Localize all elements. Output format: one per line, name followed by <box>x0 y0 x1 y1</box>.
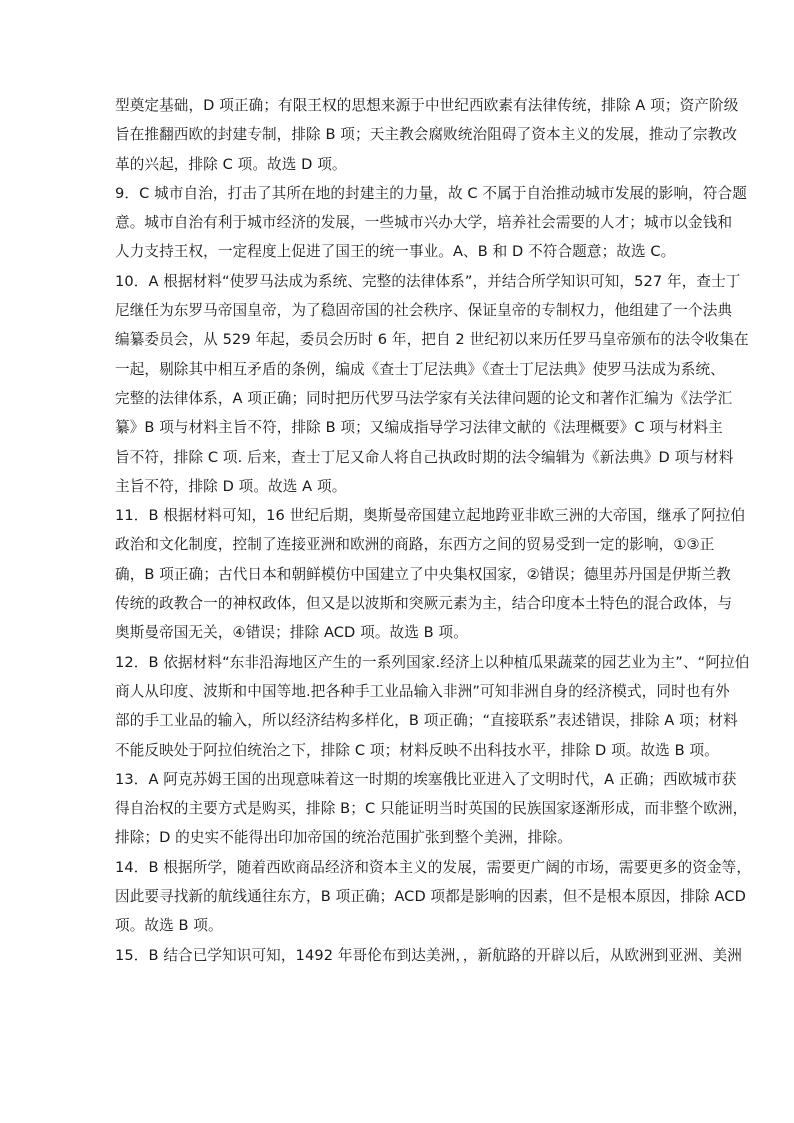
text-line: 意。城市自治有利于城市经济的发展，一些城市兴办大学，培养社会需要的人才；城市以金钱和 <box>115 214 733 232</box>
text-line: 14．B 根据所学，随着西欧商品经济和资本主义的发展，需要更广阔的市场，需要更多的资金等， <box>115 858 752 876</box>
text-line: 一起，剔除其中相互矛盾的条例，编成《查士丁尼法典》《查士丁尼法典》使罗马法成为系统、 <box>115 360 725 378</box>
text-line: 政治和文化制度，控制了连接亚洲和欧洲的商路，东西方之间的贸易受到一定的影响，①③正 <box>115 536 715 554</box>
text-line: 商人从印度、波斯和中国等地.把各种手工业品输入非洲”可知非洲自身的经济模式，同时也有外 <box>115 682 730 700</box>
text-line: 完整的法律体系，A 项正确；同时把历代罗马法学家有关法律问题的论文和著作汇编为《法学汇 <box>115 389 733 407</box>
text-line: 排除；D 的史实不能得出印加帝国的统治范围扩张到整个美洲，排除。 <box>115 829 572 847</box>
text-line: 革的兴起，排除 C 项。故选 D 项。 <box>115 155 347 173</box>
text-line: 确，B 项正确；古代日本和朝鲜模仿中国建立了中央集权国家，②错误；德里苏丹国是伊斯兰教 <box>115 565 731 583</box>
text-line: 10．A 根据材料“使罗马法成为系统、完整的法律体系”，并结合所学知识可知，527 年，查士丁 <box>115 272 741 290</box>
text-line: 型奠定基础，D 项正确；有限王权的思想来源于中世纪西欧素有法律传统，排除 A 项；资产阶级 <box>115 97 739 114</box>
text-line: 尼继任为东罗马帝国皇帝，为了稳固帝国的社会秩序、保证皇帝的专制权力，他组建了一个法典 <box>115 302 733 320</box>
answer-explanations-text <box>115 91 752 970</box>
text-line: 15．B 结合已学知识可知，1492 年哥伦布到达美洲，，新航路的开辟以后，从欧洲到亚洲、美洲 <box>115 946 742 964</box>
text-line: 旨在推翻西欧的封建专制，排除 B 项；天主教会腐败统治阻碍了资本主义的发展，推动了宗教改 <box>115 126 738 144</box>
text-line: 部的手工业品的输入，所以经济结构多样化，B 项正确；“直接联系”表述错误，排除 A 项；材料 <box>115 712 738 730</box>
text-line: 人力支持王权，一定程度上促进了国王的统一事业。A、B 和 D 不符合题意；故选 C。 <box>115 243 676 261</box>
text-line: 因此要寻找新的航线通往东方，B 项正确；ACD 项都是影响的因素，但不是根本原因，排除 ACD <box>115 888 746 906</box>
text-line: 编纂委员会，从 529 年起，委员会历时 6 年，把自 2 世纪初以来历任罗马皇帝颁布的法令收集在 <box>115 331 749 349</box>
text-line: 9．C 城市自治，打击了其所在地的封建主的力量，故 C 不属于自治推动城市发展的影响，符合题 <box>115 184 747 202</box>
text-line: 传统的政教合一的神权政体，但又是以波斯和突厥元素为主，结合印度本土特色的混合政体，与 <box>115 595 733 613</box>
text-line: 13．A 阿克苏姆王国的出现意味着这一时期的埃塞俄比亚进入了文明时代，A 正确；西欧城市获 <box>115 770 737 788</box>
text-line: 12．B 依据材料“东非沿海地区产生的一系列国家.经济上以种植瓜果蔬菜的园艺业为主”、“阿拉伯 <box>115 653 750 671</box>
text-line: 主旨不符，排除 D 项。故选 A 项。 <box>115 477 347 495</box>
text-line: 纂》B 项与材料主旨不符，排除 B 项；又编成指导学习法律文献的《法理概要》C 项与材料主 <box>115 419 723 437</box>
text-line: 得自治权的主要方式是购买，排除 B；C 只能证明当时英国的民族国家逐渐形成，而非整个欧洲， <box>115 800 748 818</box>
text-line: 项。故选 B 项。 <box>115 917 223 935</box>
text-line: 旨不符，排除 C 项. 后来，查士丁尼又命人将自己执政时期的法令编辑为《新法典》D 项与材料 <box>115 448 734 466</box>
text-line: 奥斯曼帝国无关，④错误；排除 ACD 项。故选 B 项。 <box>115 624 468 642</box>
text-line: 不能反映处于阿拉伯统治之下，排除 C 项；材料反映不出科技水平，排除 D 项。故选 B 项。 <box>115 741 719 759</box>
text-line: 11．B 根据材料可知，16 世纪后期，奥斯曼帝国建立起地跨亚非欧三洲的大帝国，继承了阿拉伯 <box>115 507 746 525</box>
